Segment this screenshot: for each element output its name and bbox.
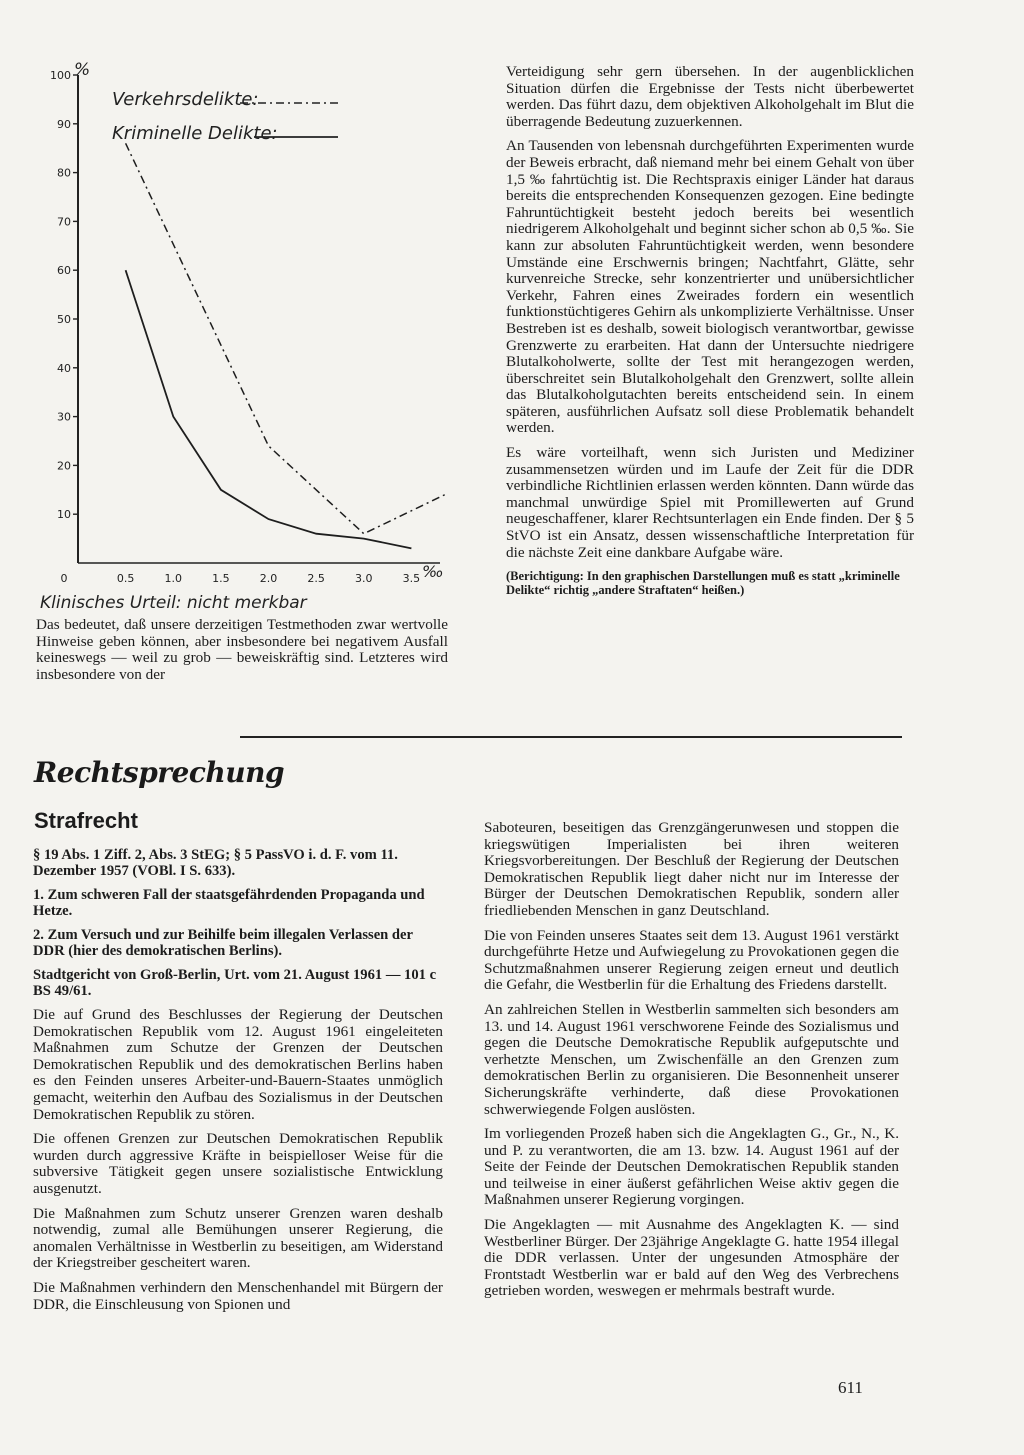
x-axis-title: Klinisches Urteil: nicht merkbar <box>40 593 307 613</box>
x-unit-label: ‰ <box>422 562 444 581</box>
x-tick-label: 0 <box>60 572 68 585</box>
paragraph: Die offenen Grenzen zur Deutschen Demokratischen Republik wurden durch aggressive Kräfte in beispielloser Weise für die subversive Tätigkeit gegen unsere sozialistische Entwicklung ausgenutzt. <box>33 1130 443 1197</box>
y-tick-label: 10 <box>57 508 71 522</box>
paragraph: Die von Feinden unseres Staates seit dem 13. August 1961 verstärkt durchgeführte Hetze und Aufwiegelung zu Provokationen gegen die Schutzmaßnahmen unserer Regierung zeigen erneut und deutlich die Gefahr, die Westberlin für die Erhaltung des Friedens darstellt. <box>484 926 899 994</box>
court-citation: Stadtgericht von Groß-Berlin, Urt. vom 21. August 1961 — 101 c BS 49/61. <box>33 967 437 999</box>
x-tick-label: 0.5 <box>116 572 135 585</box>
series-lines <box>126 143 445 548</box>
y-unit-label: % <box>74 60 91 80</box>
subsection-title: Strafrecht <box>34 808 138 833</box>
paragraph: Die Angeklagten — mit Ausnahme des Angeklagten K. — sind Westberliner Bürger. Der 23jährige Angeklagte G. hatte 1954 illegal die DDR verlassen. Unter der ungesunden Atmosphäre der Frontstadt Westberlin war er bald auf den Weg des Verbrechens getrieben worden, weswegen er mehrmals bestraft wurde. <box>484 1216 899 1300</box>
paragraph: Die Maßnahmen verhindern den Menschenhandel mit Bürgern der DDR, die Einschleusung von Spionen und <box>33 1278 443 1313</box>
x-tick-label: 2.5 <box>307 572 325 585</box>
section-title: Rechtsprechung <box>34 756 285 789</box>
x-tick-label: 3.5 <box>402 572 421 585</box>
bottom-left-column <box>33 847 443 1321</box>
x-tick-label: 1.5 <box>212 572 230 585</box>
y-tick-label: 80 <box>57 166 71 180</box>
page-number: 611 <box>838 1378 863 1397</box>
headnote-2: 2. Zum Versuch und zur Beihilfe beim illegalen Verlassen der DDR (hier des demokratischen Berlins). <box>33 927 413 959</box>
series-line-verkehrsdelikte <box>126 143 445 533</box>
chart-legend <box>112 89 338 144</box>
y-tick-label: 100 <box>50 69 71 82</box>
y-tick-label: 60 <box>57 264 71 278</box>
legend-label-kriminelle: Kriminelle Delikte: <box>112 123 278 144</box>
series-line-kriminelle-delikte <box>126 270 412 548</box>
paragraph: Saboteuren, beseitigen das Grenzgängerunwesen und stoppen die kriegswütigen Imperialisten bei ihren weiteren Kriegsvorbereitungen. Der Beschluß der Regierung der Deutschen Demokratischen Republik liegt daher nicht nur im Interesse der Bürger der Deutschen Demokratischen Republik, sondern aller friedliebenden Menschen in ganz Deutschland. <box>484 819 899 919</box>
y-tick-label: 30 <box>57 410 71 424</box>
paragraph: Verteidigung sehr gern übersehen. In der augenblicklichen Situation dürfen die Ergebnisse der Tests nicht überbewertet werden. Das führt dazu, dem objektiven Alkoholgehalt im Blut die überragende Bedeutung zuzuerkennen. <box>506 63 914 130</box>
y-tick-label: 20 <box>57 459 71 473</box>
top-left-column <box>36 617 448 691</box>
paragraph: An Tausenden von lebensnah durchgeführten Experimenten wurde der Beweis erbracht, daß niemand mehr bei einem Gehalt von über 1,5 ‰ fahrtüchtig ist. Die Rechtspraxis einiger Länder hat daraus bereits die entsprechenden Konsequenzen gezogen. Eine bedingte Fahruntüchtigkeit besteht jedoch bereits bei wesentlich niedrigerem Alkoholgehalt und beginnt sicher schon ab 0,5 ‰. Sie kann zur absoluten Fahruntüchtigkeit werden, wenn besondere Umstände eine Erschwernis bringen; Nachtfahrt, Glätte, sehr kurvenreiche Strecke, sehr konzentrierter und unübersichtlicher Verkehr, Fahren eines Zweirades fordern ein wesentlich funktionstüchtigeres Gehirn als unkomplizierte Verhältnisse. Unser Bestreben ist es deshalb, soweit biologisch verantwortbar, gewisse Grenzwerte zu erarbeiten. Hat dann der Untersuchte niedrigere Blutalkoholwerte, sollte der Test mit herangezogen werden, überschreitet sein Blutalkoholgehalt den Grenzwert, sollte allein das Blutalkoholgutachten bereits entscheidend sein. In einem späteren, ausführlichen Aufsatz soll diese Problematik behandelt werden. <box>506 137 914 437</box>
top-right-column <box>506 64 914 605</box>
paragraph: Das bedeutet, daß unsere derzeitigen Testmethoden zwar wertvolle Hinweise geben können, aber insbesondere bei negativem Ausfall keineswegs — weil zu grob — beweiskräftig sind. Letzteres wird insbesondere von der <box>36 616 448 683</box>
y-axis-ticks <box>50 69 78 521</box>
correction-note: (Berichtigung: In den graphischen Darstellungen muß es statt „kriminelle Delikte“ richtig „andere Straftaten“ heißen.) <box>506 569 900 598</box>
paragraph: Die auf Grund des Beschlusses der Regierung der Deutschen Demokratischen Republik vom 12. August 1961 eingeleiteten Maßnahmen zum Schutze der Grenzen der Deutschen Demokratischen Republik und des demokratischen Berlins haben es den Feinden unseres Arbeiter-und-Bauern-Staates unmöglich gemacht, weiterhin den Aufbau des Sozialismus in der Deutschen Demokratischen Republik zu stören. <box>33 1006 443 1123</box>
headnote-1: 1. Zum schweren Fall der staatsgefährdenden Propaganda und Hetze. <box>33 887 425 919</box>
legal-reference: § 19 Abs. 1 Ziff. 2, Abs. 3 StEG; § 5 PassVO i. d. F. vom 11. Dezember 1957 (VOBl. I S. 633). <box>33 847 398 879</box>
y-tick-label: 90 <box>57 117 71 131</box>
paragraph: Es wäre vorteilhaft, wenn sich Juristen und Mediziner zusammensetzen würden und im Laufe der Zeit für die DDR verbindliche Richtlinien erlassen werden könnten. Dann würde das manchmal unwürdige Spiel mit Promillewerten auf Grund neugeschaffener, klarer Rechtsunterlagen ein Ende finden. Der § 5 StVO ist ein Ansatz, dessen wissenschaftliche Interpretation für die nächste Zeit eine dankbare Aufgabe wäre. <box>506 444 914 561</box>
y-tick-label: 40 <box>57 361 71 375</box>
x-axis-ticks <box>61 572 421 585</box>
paragraph: An zahlreichen Stellen in Westberlin sammelten sich besonders am 13. und 14. August 1961 verschworene Feinde des Sozialismus und gegen die Deutsche Demokratische Republik aufgeputschte und verhetzte Menschen, um Zwischenfälle an den Grenzen zum demokratischen Berlin zu organisieren. Die Besonnenheit unserer Sicherungskräfte verhinderte, daß diese Provokationen schwerwiegende Folgen auslösten. <box>484 1000 899 1118</box>
section-divider <box>240 736 902 738</box>
x-tick-label: 3.0 <box>355 572 373 585</box>
bottom-right-column <box>484 820 899 1308</box>
paragraph: Die Maßnahmen zum Schutz unserer Grenzen waren deshalb notwendig, zumal alle Bemühungen unserer Regierung, die anomalen Verhältnisse in Westberlin zu beseitigen, am Widerstand der Kriegstreiber gescheitert waren. <box>33 1204 443 1272</box>
legend-label-verkehrsdelikte: Verkehrsdelikte: <box>112 89 259 110</box>
paragraph: Im vorliegenden Prozeß haben sich die Angeklagten G., Gr., N., K. und P. zu verantworten, die am 13. bzw. 14. August 1961 auf der Seite der Feinde der Deutschen Demokratischen Republik standen und teilweise in einer äußerst gefährlichen Weise aktiv gegen die Maßnahmen unserer Regierung vorgingen. <box>484 1125 899 1209</box>
x-tick-label: 2.0 <box>259 572 278 585</box>
x-tick-label: 1.0 <box>164 572 183 585</box>
y-tick-label: 70 <box>57 215 71 229</box>
alcohol-offense-chart <box>40 55 460 615</box>
y-tick-label: 50 <box>57 313 71 326</box>
